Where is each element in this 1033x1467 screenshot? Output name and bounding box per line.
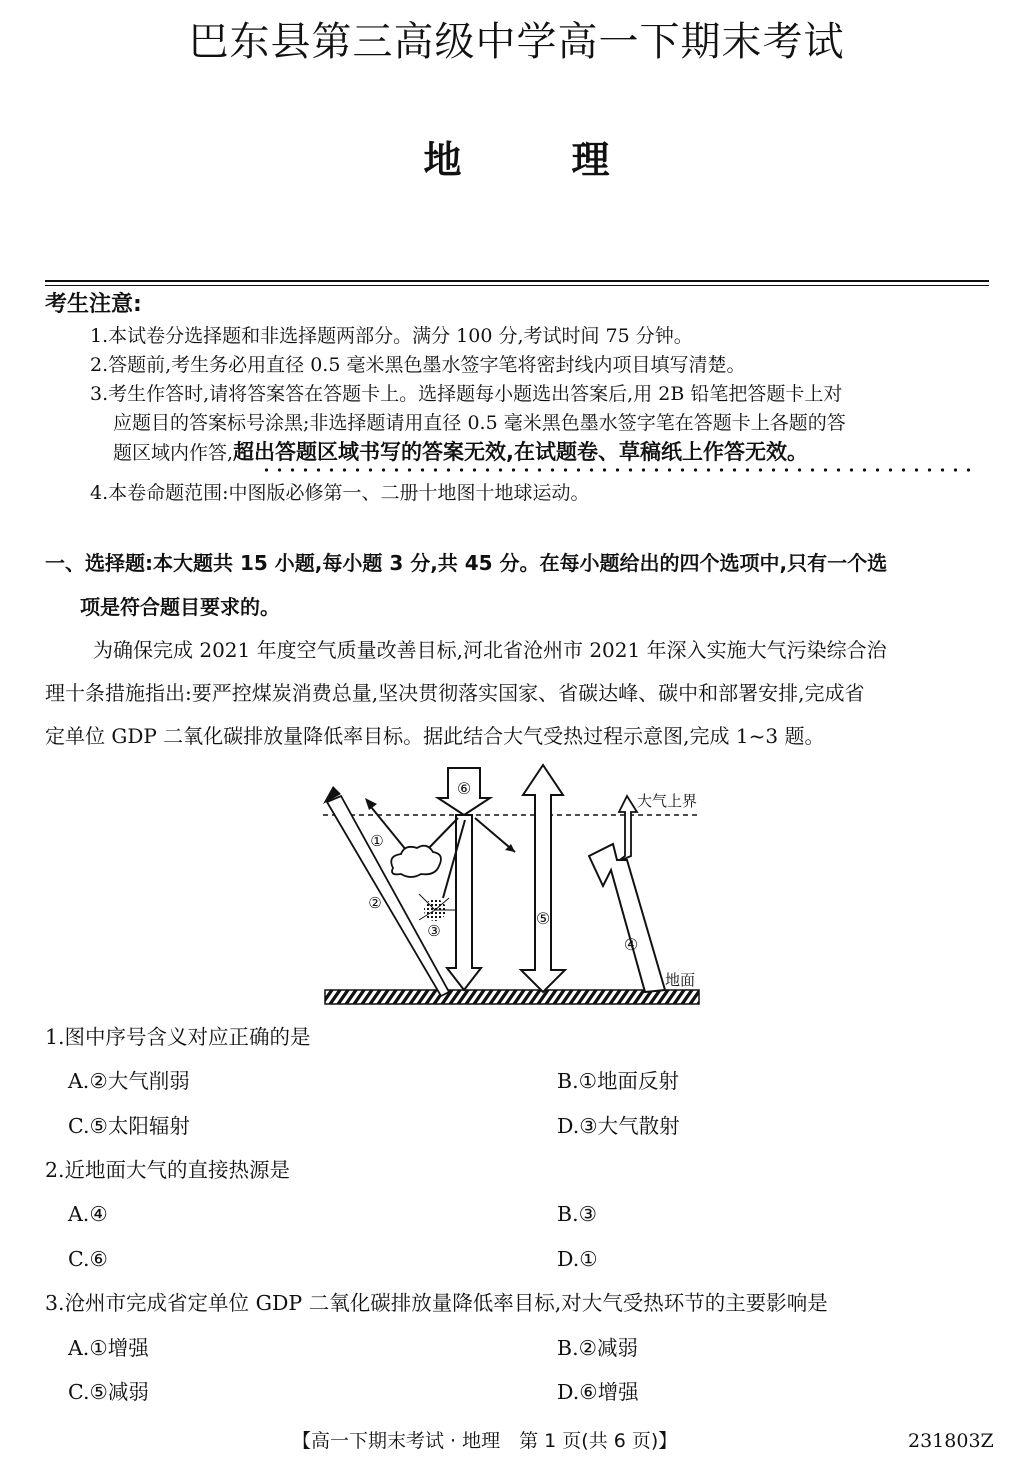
notice-emphasis: 超出答题区域书写的答案无效,在试题卷、草稿纸上作答无效。	[233, 440, 809, 464]
notice-item-2: 2.答题前,考生务必用直径 0.5 毫米黑色墨水签字笔将密封线内项目填写清楚。	[90, 354, 746, 376]
arrow-4-upper	[617, 796, 637, 862]
passage-line-2: 理十条措施指出:要严控煤炭消费总量,坚决贯彻落实国家、省碳达峰、碳中和部署安排,完成省	[45, 681, 865, 705]
mark-1: ①	[370, 832, 384, 850]
question-3-option-d[interactable]: D.⑥增强	[557, 1380, 639, 1404]
question-1-option-b[interactable]: B.①地面反射	[557, 1069, 679, 1093]
notice-heading: 考生注意:	[45, 292, 142, 317]
question-1-option-c[interactable]: C.⑤太阳辐射	[68, 1114, 190, 1138]
question-1-option-a[interactable]: A.②大气削弱	[68, 1069, 190, 1093]
cloud-icon	[391, 846, 441, 877]
arrow-solar-to-ground	[447, 815, 481, 990]
section-heading-line-2: 项是符合题目要求的。	[80, 595, 280, 619]
notice-item-1: 1.本试卷分选择题和非选择题两部分。满分 100 分,考试时间 75 分钟。	[90, 325, 693, 347]
question-1-stem: 1.图中序号含义对应正确的是	[45, 1025, 311, 1049]
page-footer: 【高一下期末考试 · 地理 第 1 页(共 6 页)】	[292, 1430, 678, 1452]
question-2-option-b[interactable]: B.③	[557, 1202, 597, 1226]
section-heading-line-1: 一、选择题:本大题共 15 小题,每小题 3 分,共 45 分。在每小题给出的四个选项中,只有一个选	[45, 551, 888, 575]
label-ground: 地面	[665, 971, 696, 989]
arrow-5-ground-radiation	[521, 765, 565, 992]
notice-item-3-line-3	[113, 438, 808, 468]
atmosphere-heating-diagram	[315, 760, 715, 1010]
mark-4: ④	[623, 935, 639, 954]
question-2-option-a[interactable]: A.④	[68, 1202, 108, 1226]
exam-code: 231803Z	[908, 1430, 994, 1452]
branch-to-cloud	[425, 818, 458, 852]
notice-item-4: 4.本卷命题范围:中图版必修第一、二册十地图十地球运动。	[90, 482, 590, 504]
question-2-stem: 2.近地面大气的直接热源是	[45, 1158, 291, 1182]
question-1-option-d[interactable]: D.③大气散射	[557, 1114, 680, 1138]
question-3-option-c[interactable]: C.⑤减弱	[68, 1380, 149, 1404]
question-3-stem: 3.沧州市完成省定单位 GDP 二氧化碳排放量降低率目标,对大气受热环节的主要影响是	[45, 1291, 828, 1315]
divider-rule-thin	[45, 285, 989, 286]
exam-title: 巴东县第三高级中学高一下期末考试	[188, 19, 845, 65]
question-2-option-c[interactable]: C.⑥	[68, 1247, 108, 1271]
passage-line-1: 为确保完成 2021 年度空气质量改善目标,河北省沧州市 2021 年深入实施大气污染综合治	[93, 638, 887, 662]
mark-2: ②	[368, 894, 382, 912]
notice-item-3-text: 题区域内作答,	[113, 442, 234, 464]
notice-item-3-line-1: 3.考生作答时,请将答案答在答题卡上。选择题每小题选出答案后,用 2B 铅笔把答题卡上对	[90, 383, 843, 405]
ground-surface	[325, 990, 699, 1004]
arrow-2-ground-reflection	[327, 796, 449, 996]
arrow-1-head	[365, 798, 377, 810]
question-2-option-d[interactable]: D.①	[557, 1247, 598, 1271]
question-3-option-a[interactable]: A.①增强	[68, 1336, 149, 1360]
subject-title: 地理	[423, 137, 720, 182]
arrow-4-atmospheric-radiation	[589, 844, 665, 992]
notice-item-3-line-2: 应题目的答案标号涂黑;非选择题请用直径 0.5 毫米黑色墨水签字笔在答题卡上各题的答	[113, 412, 846, 434]
question-3-option-b[interactable]: B.②减弱	[557, 1336, 638, 1360]
mark-3: ③	[427, 922, 441, 940]
mark-6: ⑥	[456, 779, 472, 798]
emphasis-dots	[260, 467, 975, 473]
label-atmosphere-top: 大气上界	[637, 792, 698, 810]
mark-5: ⑤	[535, 909, 551, 928]
divider-rule	[45, 280, 989, 282]
passage-line-3: 定单位 GDP 二氧化碳排放量降低率目标。据此结合大气受热过程示意图,完成 1~3 题。	[45, 724, 825, 748]
